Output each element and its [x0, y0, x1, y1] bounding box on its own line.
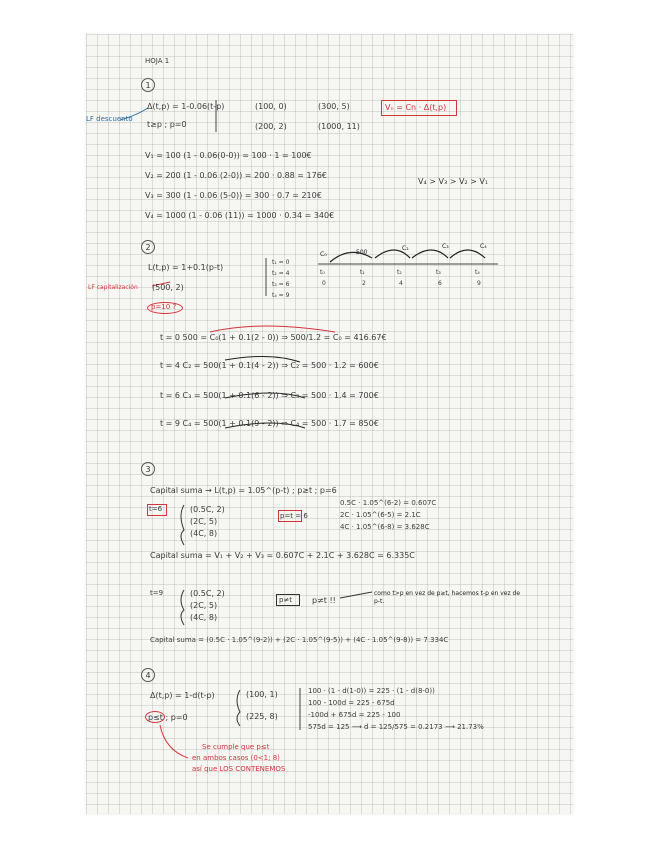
- capital-pair: (0.5C, 2): [190, 589, 225, 598]
- annotation-line: Se cumple que p≤t: [202, 743, 270, 751]
- axis-bottom-label: 6: [438, 280, 442, 287]
- axis-mid-label: t₂: [397, 269, 402, 276]
- time-value: t₃ = 6: [272, 281, 290, 288]
- value-line: 0.5C · 1.05^(6-2) = 0.607C: [340, 499, 437, 507]
- capital-pair: (500, 2): [152, 283, 184, 292]
- calc-line: t = 4 C₂ = 500(1 + 0.1(4 - 2)) ⇒ C₂ = 500 · 1.2 = 600€: [160, 361, 379, 370]
- capital-suma-result: Capital suma = V₁ + V₂ + V₃ = 0.607C + 2.1C + 3.628C = 6.335C: [150, 551, 415, 560]
- axis-top-label: 500: [356, 249, 368, 256]
- capital-pair: (2C, 5): [190, 601, 218, 610]
- calc-line: t = 9 C₄ = 500(1 + 0.1(9 - 2)) ⇒ C₄ = 500 · 1.7 = 850€: [160, 419, 379, 428]
- calc-line: V₄ = 1000 (1 - 0.06 (11)) = 1000 · 0.34 = 340€: [145, 211, 335, 220]
- calc-line: V₁ = 100 (1 - 0.06(0-0)) = 100 · 1 = 100€: [145, 151, 312, 160]
- value-line: 2C · 1.05^(6-5) = 2.1C: [340, 511, 421, 519]
- axis-mid-label: t₀: [320, 269, 325, 276]
- pt-value: p=t = 6: [280, 512, 308, 520]
- capital-pair: (100, 1): [246, 690, 278, 699]
- calc-line: 100 · (1 - d(1-0)) = 225 · (1 - d(8-0)): [308, 687, 435, 695]
- capital-suma-result: Capital suma = (0.5C · 1.05^(9-2)) + (2C · 1.05^(9-5)) + (4C · 1.05^(9-8)) = 7.334C: [150, 636, 449, 644]
- capital-pair: (200, 2): [255, 122, 287, 131]
- capital-pair: (4C, 8): [190, 613, 218, 622]
- ordering: V₄ > V₃ > V₂ > V₁: [418, 177, 489, 186]
- t-value: t=6: [149, 505, 163, 513]
- capital-pair: (4C, 8): [190, 529, 218, 538]
- annotation: como t>p en vez de p≥t, hacemos t-p en vez de p-t.: [374, 590, 521, 606]
- annotation-line: así que LOS CONTENEMOS: [192, 765, 286, 773]
- capitalization-law: L(t,p) = 1+0.1(p-t): [148, 263, 224, 272]
- calc-line: V₂ = 200 (1 - 0.06 (2-0)) = 200 · 0.88 = 176€: [145, 171, 327, 180]
- annotation: LF capitalización: [88, 284, 138, 291]
- axis-bottom-label: 4: [399, 280, 403, 287]
- time-value: t₄ = 9: [272, 292, 290, 299]
- calc-line: t = 0 500 = C₀(1 + 0.1(2 - 0)) ⇒ 500/1.2 = C₀ = 416.67€: [160, 333, 387, 342]
- axis-top-label: C₀: [320, 251, 327, 258]
- question: p=10 ?: [151, 303, 177, 311]
- calc-line: 575d = 125 ⟶ d = 125/575 = 0.2173 ⟶ 21.73%: [308, 723, 484, 731]
- capital-pair: (300, 5): [318, 102, 350, 111]
- annotation-line: en ambos casos (0<1; 8): [192, 754, 280, 762]
- calc-line: t = 6 C₃ = 500(1 + 0.1(6 - 2)) ⇒ C₃ = 500 · 1.4 = 700€: [160, 391, 379, 400]
- condition: t≥p ; p=0: [147, 120, 187, 129]
- axis-mid-label: t₃: [436, 269, 441, 276]
- annotation: LF descuento: [86, 115, 133, 123]
- capital-suma-law: Capital suma → L(t,p) = 1.05^(p-t) ; p≥t ; p=6: [150, 486, 337, 495]
- capital-pair: (2C, 5): [190, 517, 218, 526]
- axis-bottom-label: 0: [322, 280, 326, 287]
- calc-line: -100d + 675d = 225 - 100: [308, 711, 401, 719]
- time-value: t₂ = 4: [272, 270, 290, 277]
- formula: Vₙ = Cn · Δ(t,p): [385, 103, 447, 112]
- calc-line: 100 - 100d = 225 - 675d: [308, 699, 395, 707]
- t-value: t=9: [150, 589, 164, 597]
- axis-top-label: C₃: [442, 243, 449, 250]
- axis-top-label: C₄: [480, 243, 487, 250]
- axis-bottom-label: 2: [362, 280, 366, 287]
- pgt-warning: p≠t !!: [312, 596, 336, 605]
- pgt-value: p≠t: [279, 596, 293, 604]
- calc-line: V₃ = 300 (1 - 0.06 (5-0)) = 300 · 0.7 = 210€: [145, 191, 322, 200]
- capital-pair: (0.5C, 2): [190, 505, 225, 514]
- capital-pair: (100, 0): [255, 102, 287, 111]
- axis-bottom-label: 9: [477, 280, 481, 287]
- section-number: 1: [141, 78, 155, 92]
- condition: p≤t ; p=0: [148, 713, 188, 722]
- section-number: 4: [141, 668, 155, 682]
- section-number: 3: [141, 462, 155, 476]
- axis-mid-label: t₄: [475, 269, 480, 276]
- discount-law: Δ(t,p) = 1-d(t-p): [150, 691, 215, 700]
- capital-pair: (1000, 11): [318, 122, 360, 131]
- axis-top-label: C₂: [402, 245, 409, 252]
- axis-mid-label: t₁: [360, 269, 365, 276]
- page-header: HOJA 1: [145, 57, 170, 65]
- section-number: 2: [141, 240, 155, 254]
- time-value: t₁ = 0: [272, 259, 290, 266]
- discount-law: Δ(t,p) = 1-0.06(t-p): [147, 102, 225, 111]
- value-line: 4C · 1.05^(6-8) = 3.628C: [340, 523, 430, 531]
- capital-pair: (225, 8): [246, 712, 278, 721]
